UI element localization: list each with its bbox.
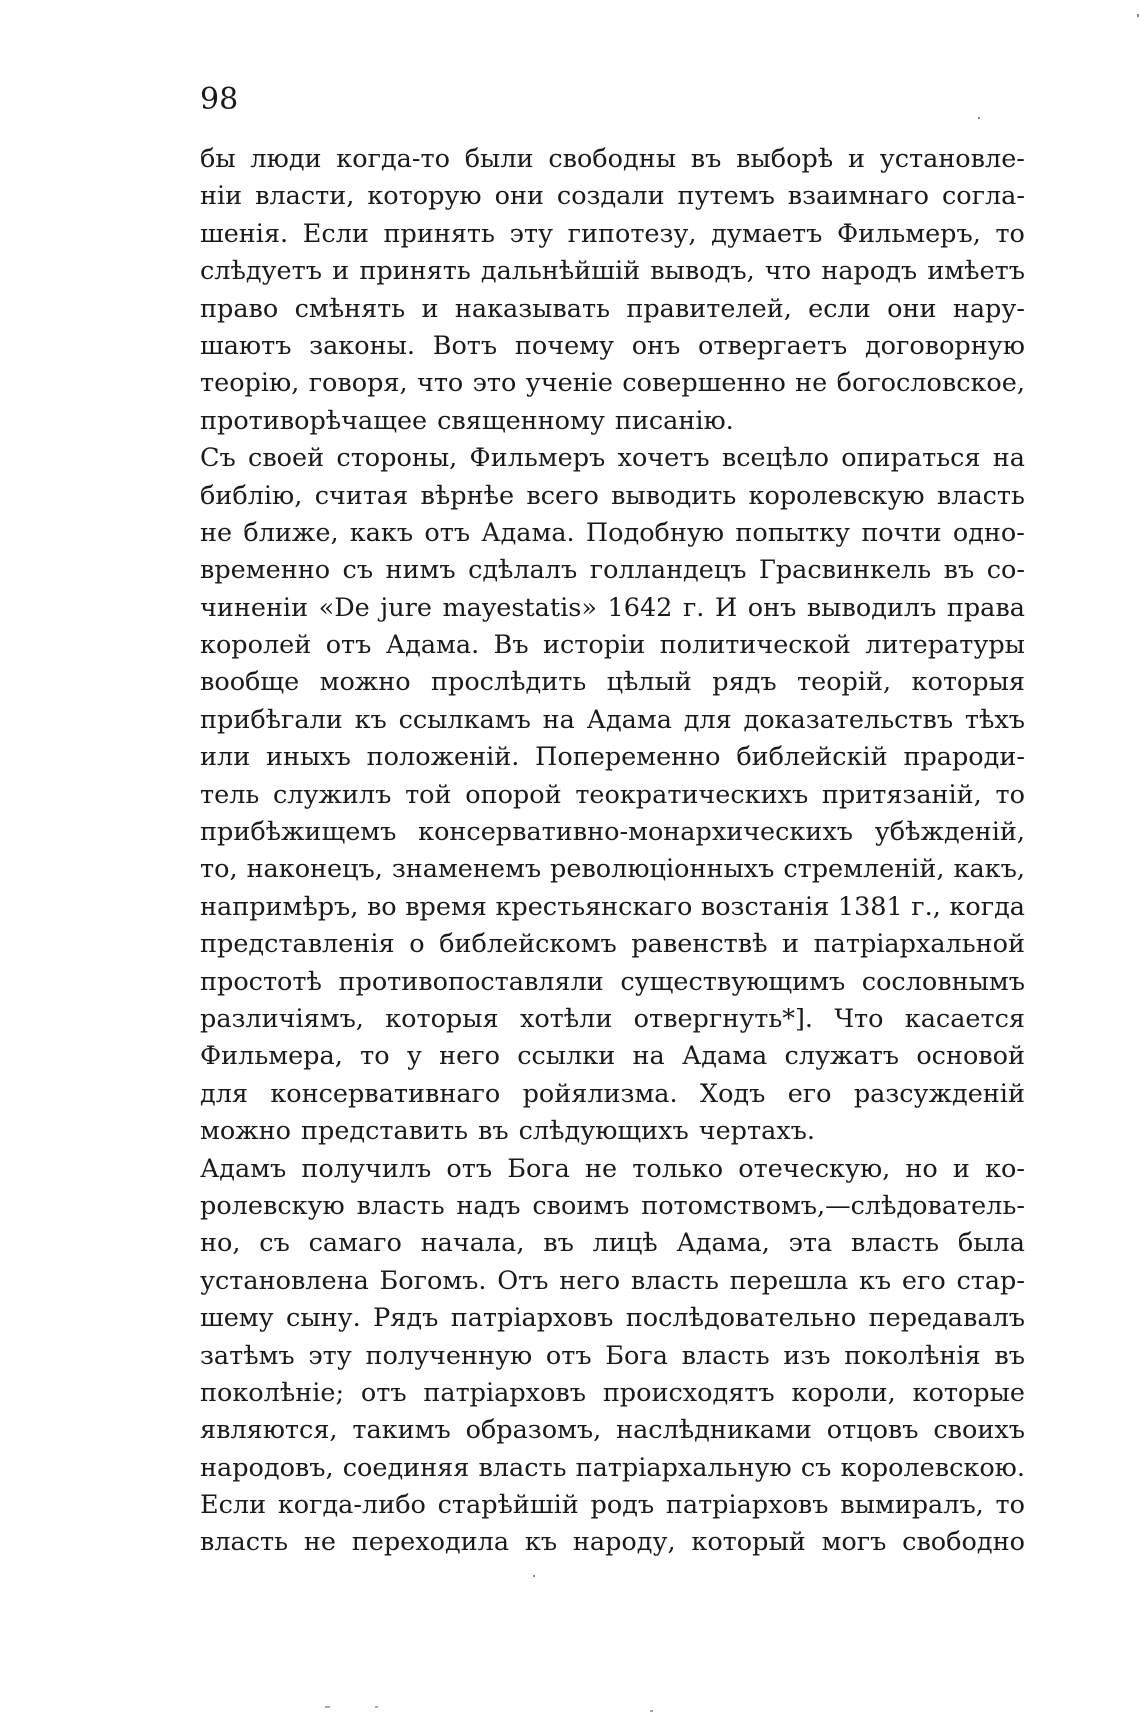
text-line: для консервативнаго ройялизма. Ходъ его разсужденiй (200, 1078, 1025, 1109)
scan-speck (978, 117, 980, 119)
text-line: шаютъ законы. Вотъ почему онъ отвергаетъ договорную (200, 330, 1025, 361)
text-line: теорiю, говоря, что это ученiе совершенно не богословское, (200, 368, 1025, 399)
text-line: поколѣнiе; отъ патрiарховъ происходятъ короли, которые (200, 1377, 1025, 1408)
text-line: власть не переходила къ народу, который могъ свободно (200, 1527, 1025, 1558)
text-line: Съ своей стороны, Фильмеръ хочетъ всецѣло опираться на (200, 443, 1025, 474)
scan-speck (650, 1710, 653, 1712)
scan-speck (1137, 14, 1139, 17)
text-line: прибѣжищемъ консервативно-монархическихъ убѣжденiй, (200, 817, 1025, 848)
text-line: или иныхъ положенiй. Попеременно библейскiй прароди- (200, 742, 1025, 773)
text-line: различiямъ, которыя хотѣли отвергнуть*]. Что касается (200, 1003, 1025, 1034)
text-line: ролевскую власть надъ своимъ потомствомъ,—слѣдователь- (200, 1190, 1025, 1221)
text-line: Фильмера, то у него ссылки на Адама служатъ основой (200, 1041, 1025, 1072)
text-line: нiи власти, которую они создали путемъ взаимнаго согла- (200, 181, 1025, 212)
text-line: являются, такимъ образомъ, наслѣдниками отцовъ своихъ (200, 1415, 1025, 1446)
text-line: право смѣнять и наказывать правителей, если они нару- (200, 293, 1025, 324)
text-line: шенiя. Если принять эту гипотезу, думаетъ Фильмеръ, то (200, 218, 1025, 249)
text-line: напримѣръ, во время крестьянскаго возстанiя 1381 г., когда (200, 891, 1025, 922)
text-line: народовъ, соединяя власть патрiархальную съ королевскою. (200, 1452, 1025, 1483)
text-line: не ближе, какъ отъ Адама. Подобную попытку почти одно- (200, 517, 1025, 548)
text-line: представленiя о библейскомъ равенствѣ и патрiархальной (200, 929, 1025, 960)
scan-speck (325, 1706, 330, 1708)
text-line: затѣмъ эту полученную отъ Бога власть изъ поколѣнiя въ (200, 1340, 1025, 1371)
text-line: временно съ нимъ сдѣлалъ голландецъ Грасвинкель въ со- (200, 555, 1025, 586)
text-line: противорѣчащее священному писанiю. (200, 405, 734, 436)
text-line: установлена Богомъ. Отъ него власть перешла къ его стар- (200, 1265, 1025, 1296)
text-line: можно представить въ слѣдующихъ чертахъ. (200, 1116, 816, 1147)
text-line: чиненiи «De jure mayestatis» 1642 г. И онъ выводилъ права (200, 592, 1025, 623)
page-number: 98 (200, 82, 239, 117)
text-line: то, наконецъ, знаменемъ революцiонныхъ стремленiй, какъ, (200, 854, 1025, 885)
text-line: королей отъ Адама. Въ исторiи политической литературы (200, 630, 1025, 661)
scan-speck (533, 1575, 535, 1577)
text-line: Адамъ получилъ отъ Бога не только отеческую, но и ко- (200, 1153, 1025, 1184)
body-text (200, 141, 1025, 1562)
text-line: прибѣгали къ ссылкамъ на Адама для доказательствъ тѣхъ (200, 704, 1025, 735)
text-line: библiю, считая вѣрнѣе всего выводить королевскую власть (200, 480, 1025, 511)
text-line: простотѣ противопоставляли существующимъ сословнымъ (200, 966, 1025, 997)
text-line: Если когда-либо старѣйшiй родъ патрiарховъ вымиралъ, то (200, 1490, 1025, 1521)
text-line: бы люди когда-то были свободны въ выборѣ и установле- (200, 144, 1025, 174)
text-line: шему сыну. Рядъ патрiарховъ послѣдовательно передавалъ (200, 1303, 1025, 1334)
text-line: тель служилъ той опорой теократическихъ притязанiй, то (200, 779, 1025, 810)
scan-speck (375, 1706, 378, 1708)
text-line: слѣдуетъ и принять дальнѣйшiй выводъ, что народъ имѣетъ (200, 256, 1025, 287)
text-line: вообще можно прослѣдить цѣлый рядъ теорiй, которыя (200, 667, 1025, 698)
text-line: но, съ самаго начала, въ лицѣ Адама, эта власть была (200, 1228, 1025, 1259)
